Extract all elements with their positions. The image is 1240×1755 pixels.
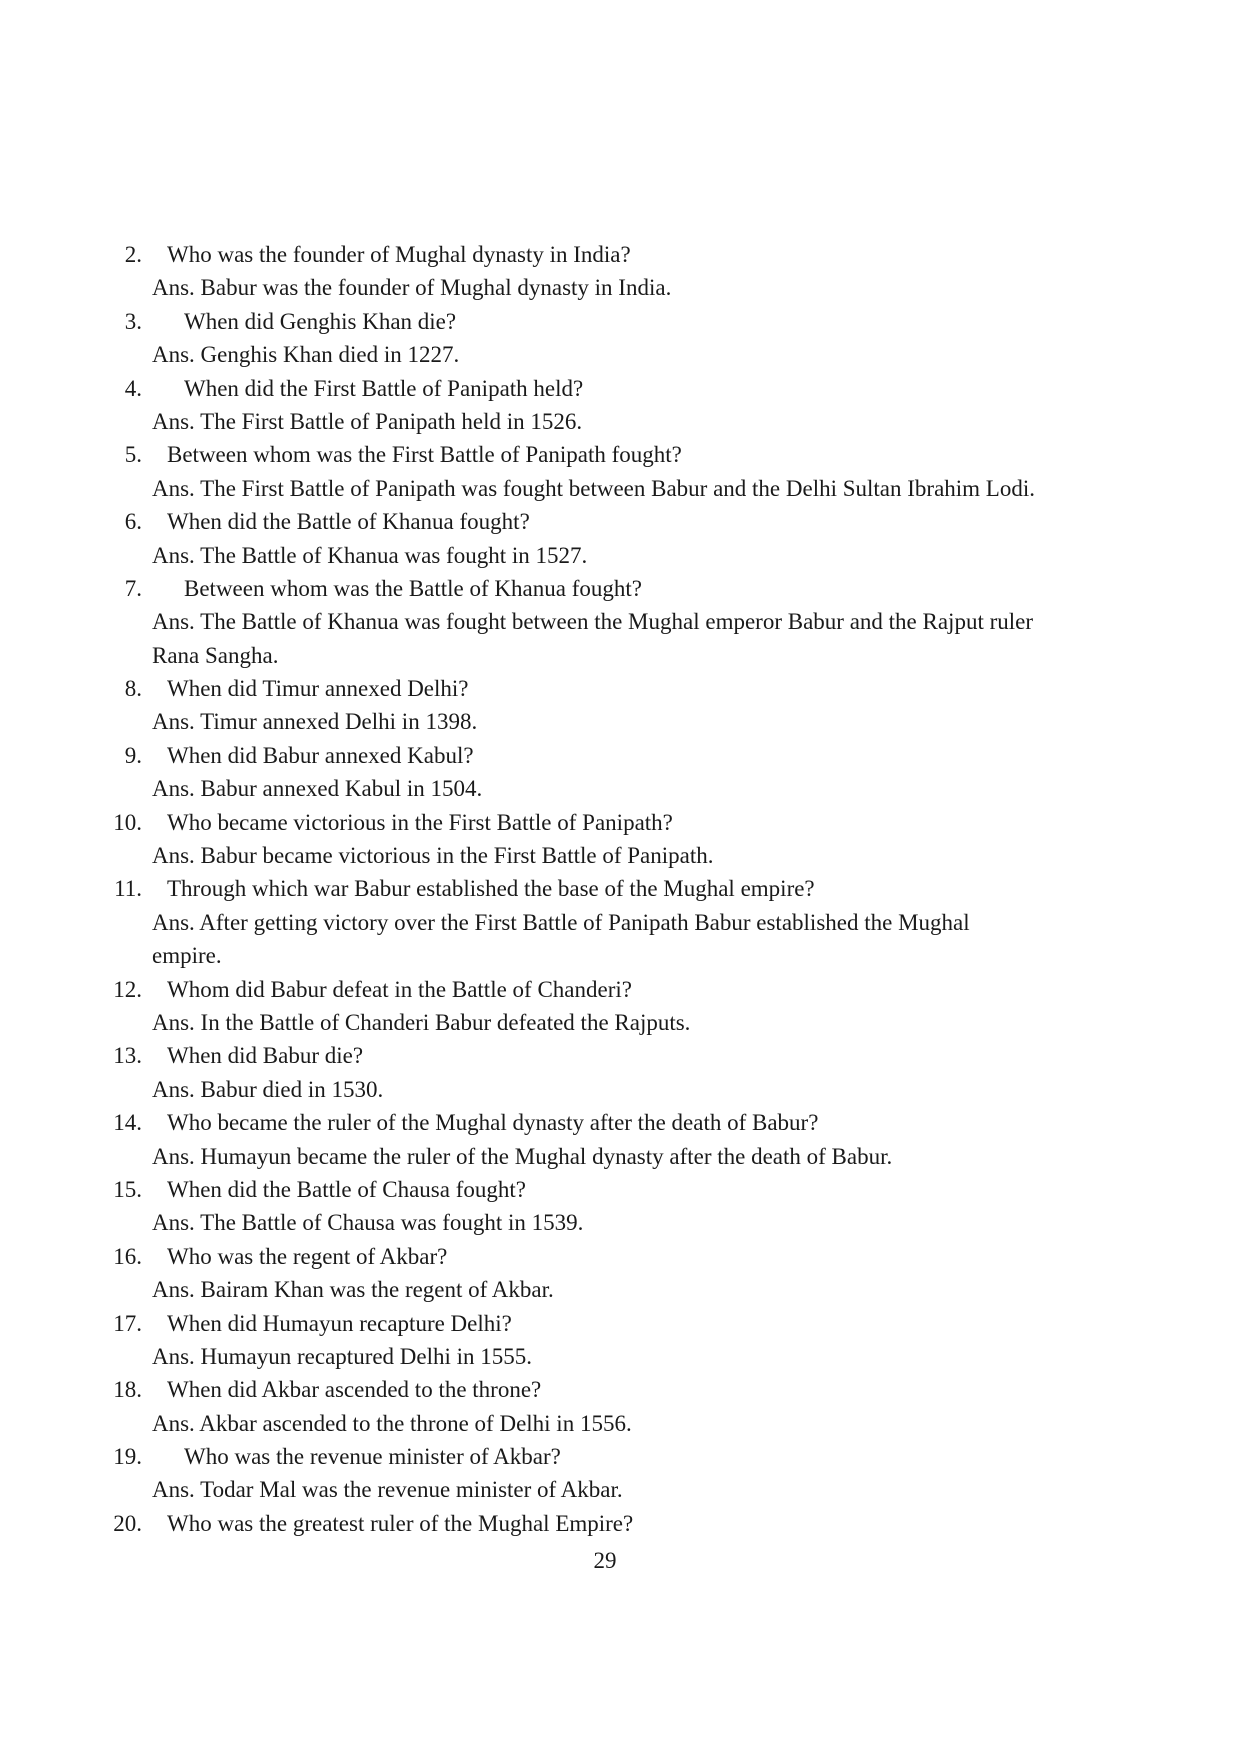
question-line — [0, 806, 1240, 839]
question-text: When did Akbar ascended to the throne? — [167, 1377, 542, 1403]
question-number: 17. — [113, 1310, 142, 1336]
answer-text: Ans. Genghis Khan died in 1227. — [152, 342, 460, 368]
answer-text: Ans. After getting victory over the First Battle of Panipath Babur established the Mughal — [152, 909, 970, 935]
answer-line — [0, 605, 1240, 638]
question-number: 7. — [124, 575, 142, 601]
question-text: Who became the ruler of the Mughal dynasty after the death of Babur? — [167, 1110, 819, 1136]
answer-text: Ans. The Battle of Chausa was fought in 1539. — [152, 1210, 584, 1236]
page-number: 29 — [593, 1548, 617, 1573]
answer-text: Ans. Bairam Khan was the regent of Akbar. — [152, 1277, 554, 1303]
question-text: When did Humayun recapture Delhi? — [167, 1310, 512, 1336]
question-answer-list — [0, 238, 1240, 1540]
question-number: 3. — [124, 308, 142, 334]
answer-line — [0, 1206, 1240, 1239]
answer-text: Ans. Timur annexed Delhi in 1398. — [152, 709, 478, 735]
question-line — [0, 505, 1240, 538]
answer-text: Ans. Todar Mal was the revenue minister of Akbar. — [152, 1477, 623, 1503]
question-text: When did the Battle of Chausa fought? — [167, 1176, 526, 1202]
answer-line — [0, 1340, 1240, 1373]
answer-text: Ans. The Battle of Khanua was fought in 1527. — [152, 542, 588, 568]
answer-text: Ans. Babur annexed Kabul in 1504. — [152, 776, 483, 802]
answer-text: Ans. The First Battle of Panipath held in 1526. — [152, 408, 583, 434]
question-line — [0, 305, 1240, 338]
question-text: Between whom was the Battle of Khanua fought? — [184, 575, 642, 601]
question-line — [0, 572, 1240, 605]
answer-line — [0, 906, 1240, 939]
question-line — [0, 372, 1240, 405]
question-number: 2. — [124, 242, 142, 267]
answer-line — [0, 1140, 1240, 1173]
answer-text: Rana Sangha. — [152, 642, 279, 668]
answer-line — [0, 939, 1240, 972]
question-text: Through which war Babur established the base of the Mughal empire? — [167, 876, 815, 902]
question-number: 16. — [113, 1243, 142, 1269]
answer-text: Ans. Humayun recaptured Delhi in 1555. — [152, 1343, 533, 1369]
question-text: Who was the founder of Mughal dynasty in India? — [167, 242, 631, 267]
question-text: When did the First Battle of Panipath held? — [184, 375, 584, 401]
answer-text: Ans. Humayun became the ruler of the Mughal dynasty after the death of Babur. — [152, 1143, 893, 1169]
answer-line — [0, 1407, 1240, 1440]
question-line — [0, 739, 1240, 772]
question-text: When did the Battle of Khanua fought? — [167, 509, 530, 535]
question-line — [0, 1373, 1240, 1406]
question-number: 12. — [113, 976, 142, 1002]
question-text: Between whom was the First Battle of Panipath fought? — [167, 442, 682, 468]
answer-line — [0, 639, 1240, 672]
answer-line — [0, 405, 1240, 438]
question-number: 10. — [113, 809, 142, 835]
question-number: 15. — [113, 1176, 142, 1202]
answer-line — [0, 1006, 1240, 1039]
question-line — [0, 1307, 1240, 1340]
question-number: 14. — [113, 1110, 142, 1136]
question-number: 4. — [124, 375, 142, 401]
question-number: 9. — [124, 742, 142, 768]
question-line — [0, 1240, 1240, 1273]
answer-line — [0, 338, 1240, 371]
question-line — [0, 1173, 1240, 1206]
answer-text: Ans. Akbar ascended to the throne of Delhi in 1556. — [152, 1410, 632, 1436]
question-line — [0, 1440, 1240, 1473]
question-number: 8. — [124, 676, 142, 702]
answer-line — [0, 1473, 1240, 1506]
question-number: 18. — [113, 1377, 142, 1403]
answer-text: Ans. In the Battle of Chanderi Babur defeated the Rajputs. — [152, 1009, 691, 1035]
question-text: Who was the revenue minister of Akbar? — [184, 1444, 561, 1470]
answer-text: Ans. Babur was the founder of Mughal dynasty in India. — [152, 275, 672, 301]
answer-line — [0, 1073, 1240, 1106]
question-number: 19. — [113, 1444, 142, 1470]
question-line — [0, 238, 1240, 271]
question-line — [0, 672, 1240, 705]
question-text: Who was the greatest ruler of the Mughal Empire? — [167, 1510, 634, 1536]
question-text: When did Timur annexed Delhi? — [167, 676, 469, 702]
question-line — [0, 973, 1240, 1006]
question-line — [0, 438, 1240, 471]
answer-line — [0, 1273, 1240, 1306]
answer-text: Ans. Babur died in 1530. — [152, 1076, 384, 1102]
question-line — [0, 872, 1240, 905]
question-line — [0, 1507, 1240, 1540]
question-line — [0, 1039, 1240, 1072]
answer-line — [0, 839, 1240, 872]
question-text: Who became victorious in the First Battle of Panipath? — [167, 809, 673, 835]
answer-line — [0, 271, 1240, 304]
question-number: 5. — [124, 442, 142, 468]
answer-text: empire. — [152, 943, 222, 969]
question-number: 11. — [114, 876, 142, 902]
answer-line — [0, 539, 1240, 572]
question-line — [0, 1106, 1240, 1139]
question-number: 6. — [124, 509, 142, 535]
question-text: When did Babur die? — [167, 1043, 364, 1069]
question-text: When did Babur annexed Kabul? — [167, 742, 474, 768]
question-number: 13. — [113, 1043, 142, 1069]
question-text: Who was the regent of Akbar? — [167, 1243, 448, 1269]
answer-line — [0, 772, 1240, 805]
answer-line — [0, 472, 1240, 505]
question-text: When did Genghis Khan die? — [184, 308, 457, 334]
answer-text: Ans. Babur became victorious in the First Battle of Panipath. — [152, 843, 714, 869]
answer-text: Ans. The Battle of Khanua was fought between the Mughal emperor Babur and the Rajput ruler — [152, 609, 1033, 635]
question-number: 20. — [113, 1510, 142, 1536]
question-text: Whom did Babur defeat in the Battle of Chanderi? — [167, 976, 632, 1002]
answer-text: Ans. The First Battle of Panipath was fought between Babur and the Delhi Sultan Ibrahim Lodi. — [152, 475, 1035, 501]
answer-line — [0, 705, 1240, 738]
